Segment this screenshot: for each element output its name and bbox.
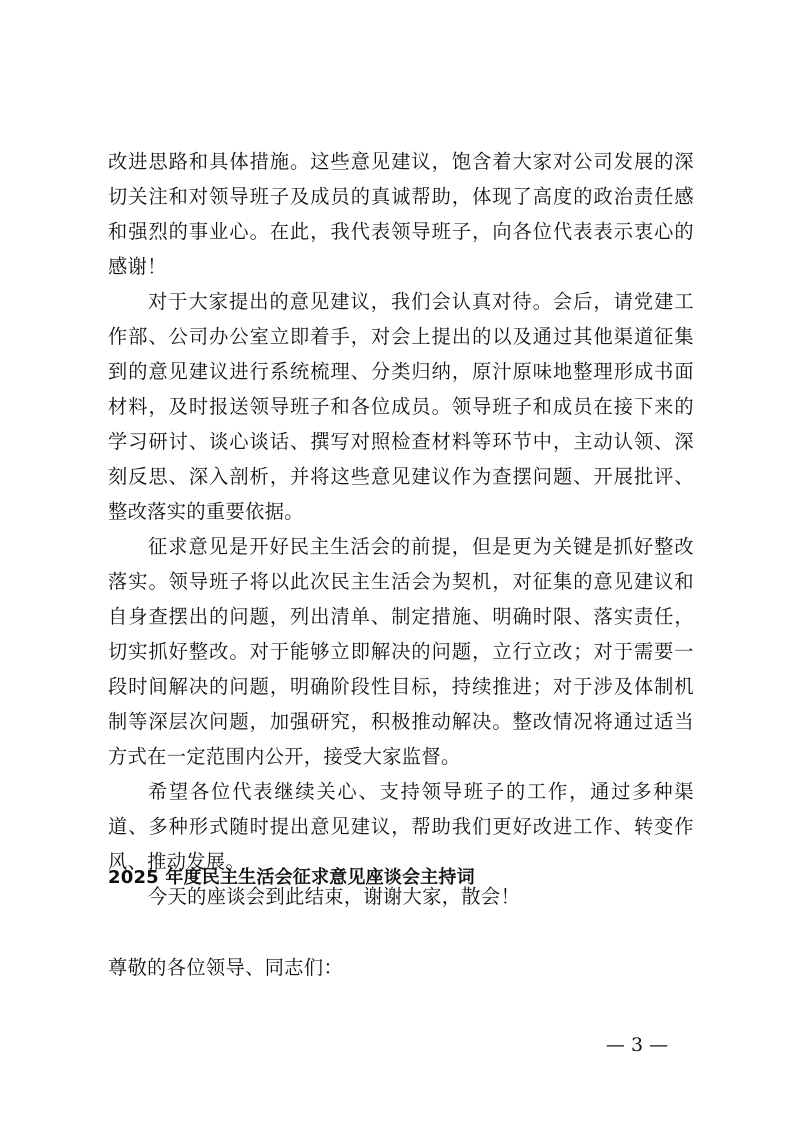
body-text bbox=[108, 144, 694, 914]
paragraph-adjourn: 今天的座谈会到此结束，谢谢大家，散会！ bbox=[148, 885, 521, 908]
paragraph-rectification: 征求意见是开好民主生活会的前提，但是更为关键是抓好整改落实。领导班子将以此次民主生活会为契机，对征集的意见建议和自身查摆出的问题，列出清单、制定措施、明确时限、落实责任，切实抓好整改。对于能够立即解决的问题，立行立改；对于需要一段时间解决的问题，明确阶段性目标，持续推进；对于涉及体制机制等深层次问题，加强研究，积极推动解决。整改情况将通过适当方式在一定范围内公开，接受大家监督。 bbox=[108, 535, 694, 768]
paragraph-hope: 希望各位代表继续关心、支持领导班子的工作，通过多种渠道、多种形式随时提出意见建议，帮助我们更好改进工作、转变作风、推动发展。 bbox=[108, 780, 694, 873]
paragraph-handling-suggestions: 对于大家提出的意见建议，我们会认真对待。会后，请党建工作部、公司办公室立即着手，对会上提出的以及通过其他渠道征集到的意见建议进行系统梳理、分类归纳，原汁原味地整理形成书面材料，及时报送领导班子和各位成员。领导班子和成员在接下来的学习研讨、谈心谈话、撰写对照检查材料等环节中，主动认领、深刻反思、深入剖析，并将这些意见建议作为查摆问题、开展批评、整改落实的重要依据。 bbox=[108, 290, 694, 523]
section-title: 2025 年度民主生活会征求意见座谈会主持词 bbox=[108, 867, 475, 888]
paragraph-closing-thanks: 改进思路和具体措施。这些意见建议，饱含着大家对公司发展的深切关注和对领导班子及成员的真诚帮助，体现了高度的政治责任感和强烈的事业心。在此，我代表领导班子，向各位代表表示衷心的感谢！ bbox=[108, 150, 694, 278]
salutation: 尊敬的各位领导、同志们： bbox=[108, 956, 344, 979]
page-number: — 3 — bbox=[605, 1034, 669, 1056]
